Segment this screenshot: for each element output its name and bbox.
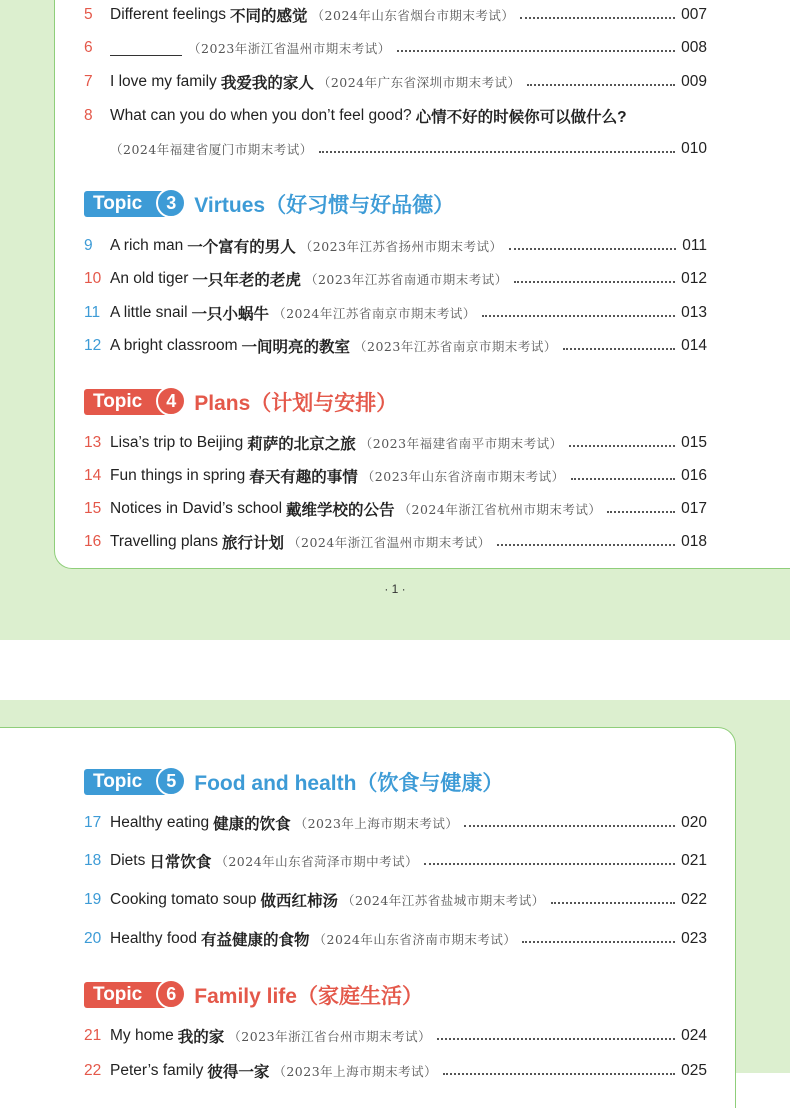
entry-page: 011 xyxy=(682,237,707,254)
dot-leader xyxy=(497,542,675,546)
topic-header xyxy=(84,385,397,419)
topic-label: Topic xyxy=(93,193,143,214)
entry-source: （2023年上海市期末考试） xyxy=(294,816,459,831)
topic-tag xyxy=(84,389,177,415)
topic-number-badge: 4 xyxy=(156,386,186,416)
entry-source: （2024年江苏省南京市期末考试） xyxy=(273,306,476,321)
topic-label: Topic xyxy=(93,771,143,792)
entry-source: （2024年福建省厦门市期末考试） xyxy=(110,142,313,157)
entry-page: 017 xyxy=(681,500,707,517)
entry-title-cn: 一只小蜗牛 xyxy=(191,306,270,323)
dot-leader xyxy=(397,48,675,52)
entry-number: 9 xyxy=(84,237,93,254)
dot-leader xyxy=(509,246,677,250)
entry-title-en: Healthy eating xyxy=(110,814,210,831)
entry-page: 008 xyxy=(681,39,707,56)
entry-page: 023 xyxy=(681,930,707,947)
entry-title-en: Healthy food xyxy=(110,930,198,947)
entry-title-cn: 旅行计划 xyxy=(221,535,284,552)
entry-title-en: Notices in David’s school xyxy=(110,500,283,517)
entry-title-en: I love my family xyxy=(110,73,217,90)
entry-page: 020 xyxy=(681,814,707,831)
topic-tag xyxy=(84,191,177,217)
entry-number: 16 xyxy=(84,533,102,550)
dot-leader xyxy=(482,313,675,317)
entry-number: 10 xyxy=(84,270,102,287)
entry-title-cn: 莉萨的北京之旅 xyxy=(247,436,356,453)
entry-title-cn: 一间明亮的教室 xyxy=(241,339,351,356)
toc-entry[interactable] xyxy=(84,235,707,257)
topic-title: Food and health（饮食与健康） xyxy=(194,772,504,795)
topic-number-badge: 5 xyxy=(156,766,186,796)
entry-title-en: What can you do when you don’t feel good? xyxy=(110,107,412,124)
entry-page: 013 xyxy=(681,304,707,321)
dot-leader xyxy=(522,939,675,943)
topic-header xyxy=(84,765,503,799)
entry-source: （2023年江苏省南通市期末考试） xyxy=(304,272,508,287)
entry-number: 12 xyxy=(84,337,102,354)
dot-leader xyxy=(424,861,675,865)
entry-title-en: Cooking tomato soup xyxy=(110,891,257,908)
entry-source: （2023年江苏省扬州市期末考试） xyxy=(299,239,503,254)
topic-tag xyxy=(84,982,177,1008)
entry-title-en: A bright classroom xyxy=(110,337,238,354)
toc-entry-continued[interactable] xyxy=(84,138,707,160)
entry-page: 014 xyxy=(681,337,707,354)
entry-source: （2023年江苏省南京市期末考试） xyxy=(354,339,557,354)
entry-title-cn: 一个富有的男人 xyxy=(187,239,296,256)
entry-title-en: Fun things in spring xyxy=(110,467,246,484)
toc-entry[interactable] xyxy=(84,4,707,26)
topic-header xyxy=(84,978,423,1012)
toc-entry[interactable] xyxy=(84,498,707,520)
toc-entry[interactable] xyxy=(84,302,707,324)
entry-title-cn: 我的家 xyxy=(177,1029,225,1046)
entry-number: 20 xyxy=(84,930,102,947)
dot-leader xyxy=(514,279,675,283)
dot-leader xyxy=(563,346,675,350)
entry-page: 021 xyxy=(681,852,707,869)
entry-number: 8 xyxy=(84,107,93,124)
entry-source: （2023年福建省南平市期末考试） xyxy=(359,436,563,451)
page-number: · 1 · xyxy=(384,582,406,596)
entry-title-cn: 心情不好的时候你可以做什么? xyxy=(415,109,627,126)
topic-label: Topic xyxy=(93,984,143,1005)
entry-source: （2024年江苏省盐城市期末考试） xyxy=(342,893,545,908)
entry-number: 11 xyxy=(84,304,101,321)
topic-number-badge: 3 xyxy=(156,188,186,218)
entry-title-cn: 彼得一家 xyxy=(207,1064,270,1081)
dot-leader xyxy=(551,900,675,904)
entry-number: 22 xyxy=(84,1062,102,1079)
toc-entry[interactable] xyxy=(84,105,707,127)
entry-source: （2023年浙江省台州市期末考试） xyxy=(228,1029,432,1044)
entry-source: （2024年山东省济南市期末考试） xyxy=(313,932,517,947)
entry-page: 009 xyxy=(681,73,707,90)
entry-number: 14 xyxy=(84,467,102,484)
entry-number: 5 xyxy=(84,6,93,23)
entry-page: 010 xyxy=(681,140,707,157)
toc-entry[interactable] xyxy=(84,928,707,950)
dot-leader xyxy=(571,476,676,480)
topic-title: Family life（家庭生活） xyxy=(194,985,423,1008)
entry-title-en: My home xyxy=(110,1027,174,1044)
entry-page: 012 xyxy=(681,270,707,287)
entry-source: （2023年山东省济南市期末考试） xyxy=(361,469,565,484)
toc-entry[interactable] xyxy=(84,465,707,487)
dot-leader xyxy=(443,1071,675,1075)
entry-title-en: Diets xyxy=(110,852,146,869)
entry-title-cn: 日常饮食 xyxy=(149,854,212,871)
entry-page: 024 xyxy=(681,1027,707,1044)
entry-title-cn: 春天有趣的事情 xyxy=(249,469,358,486)
dot-leader xyxy=(607,509,675,513)
entry-number: 15 xyxy=(84,500,102,517)
toc-entry[interactable] xyxy=(84,850,707,872)
toc-entry[interactable] xyxy=(84,268,707,290)
entry-title-cn: 不同的感觉 xyxy=(230,8,308,25)
toc-entry[interactable] xyxy=(84,812,707,834)
topic-tag xyxy=(84,769,177,795)
toc-entry[interactable] xyxy=(84,1025,707,1047)
entry-source: （2023年浙江省温州市期末考试） xyxy=(188,41,391,56)
entry-number: 21 xyxy=(84,1027,102,1044)
entry-number: 13 xyxy=(84,434,102,451)
entry-number: 19 xyxy=(84,891,102,908)
entry-source: （2024年浙江省温州市期末考试） xyxy=(288,535,491,550)
entry-title-cn: 戴维学校的公告 xyxy=(286,502,395,519)
toc-entry[interactable] xyxy=(84,432,707,454)
entry-title-cn: 我爱我的家人 xyxy=(220,75,314,92)
entry-title-cn: 一只年老的老虎 xyxy=(192,272,301,289)
entry-title-en: A little snail xyxy=(110,304,188,321)
topic-title: Plans（计划与安排） xyxy=(194,392,398,415)
toc-entry[interactable] xyxy=(84,335,707,357)
entry-number: 18 xyxy=(84,852,102,869)
entry-source: （2023年上海市期末考试） xyxy=(273,1064,438,1079)
entry-source: （2024年浙江省杭州市期末考试） xyxy=(398,502,602,517)
dot-leader xyxy=(437,1036,675,1040)
dot-leader xyxy=(527,82,675,86)
entry-page: 015 xyxy=(681,434,707,451)
entry-source: （2024年广东省深圳市期末考试） xyxy=(317,75,521,90)
entry-title-en: Travelling plans xyxy=(110,533,218,550)
entry-source: （2024年山东省菏泽市期中考试） xyxy=(215,854,419,869)
toc-entry[interactable] xyxy=(84,889,707,911)
entry-title-en: Peter’s family xyxy=(110,1062,204,1079)
title-blank-line xyxy=(110,41,182,56)
entry-page: 016 xyxy=(681,467,707,484)
entry-page: 025 xyxy=(681,1062,707,1079)
entry-title-cn: 健康的饮食 xyxy=(213,816,291,833)
dot-leader xyxy=(464,823,675,827)
toc-entry[interactable] xyxy=(84,71,707,93)
dot-leader xyxy=(569,443,676,447)
entry-number: 7 xyxy=(84,73,93,90)
entry-number: 17 xyxy=(84,814,102,831)
toc-entry[interactable] xyxy=(84,1060,707,1082)
toc-entry[interactable] xyxy=(84,37,707,59)
entry-title-en: An old tiger xyxy=(110,270,189,287)
topic-label: Topic xyxy=(93,391,143,412)
entry-title-en: Different feelings xyxy=(110,6,227,23)
entry-number: 6 xyxy=(84,39,93,56)
entry-page: 022 xyxy=(681,891,707,908)
entry-page: 007 xyxy=(681,6,707,23)
dot-leader xyxy=(520,15,675,19)
topic-number-badge: 6 xyxy=(156,979,186,1009)
toc-entry[interactable] xyxy=(84,531,707,553)
entry-title-cn: 有益健康的食物 xyxy=(201,932,310,949)
topic-title: Virtues（好习惯与好品德） xyxy=(194,194,455,217)
entry-title-cn: 做西红柿汤 xyxy=(260,893,338,910)
entry-title-en: Lisa’s trip to Beijing xyxy=(110,434,244,451)
topic-header xyxy=(84,187,454,221)
entry-page: 018 xyxy=(681,533,707,550)
dot-leader xyxy=(319,149,675,153)
entry-source: （2024年山东省烟台市期末考试） xyxy=(311,8,515,23)
entry-title-en: A rich man xyxy=(110,237,184,254)
